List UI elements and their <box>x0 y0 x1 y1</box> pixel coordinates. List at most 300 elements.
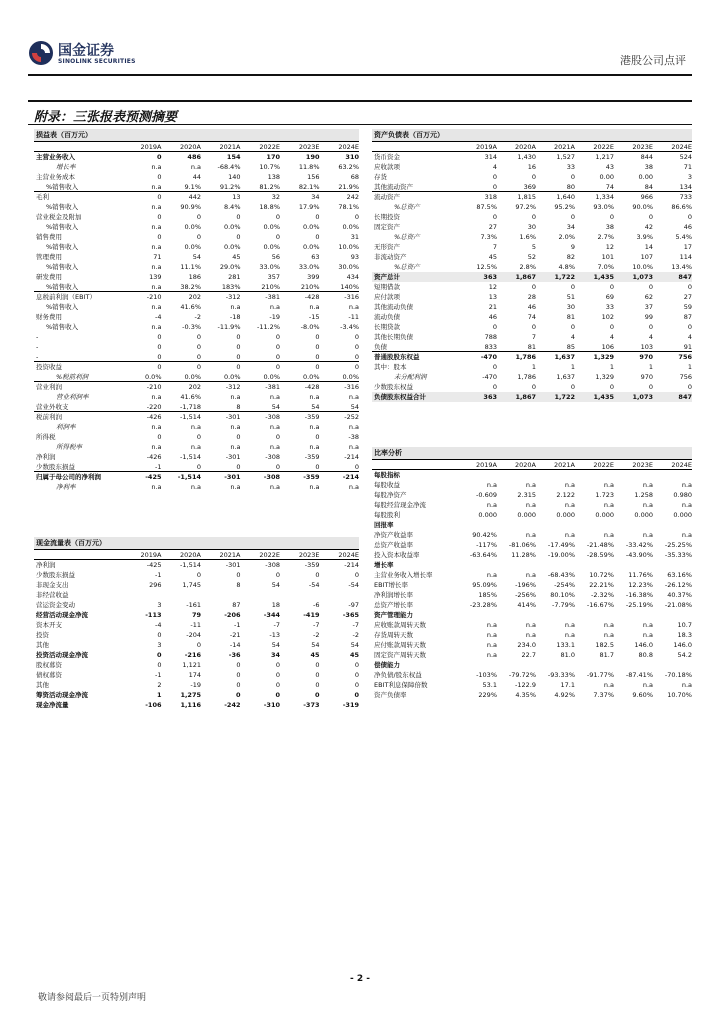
cell-value: 0 <box>275 233 280 241</box>
cell-value: -301 <box>224 473 241 481</box>
cell-value: 0 <box>236 343 241 351</box>
cell-value: 80.8 <box>638 651 653 659</box>
header-divider <box>28 74 692 76</box>
cell-value: 103 <box>640 343 653 351</box>
cell-value: -13 <box>269 631 280 639</box>
cell-value: -28.59% <box>586 551 614 559</box>
cell-value: 970 <box>639 353 653 361</box>
cell-value: 0 <box>609 213 614 221</box>
ratio-row <box>372 630 692 640</box>
row-label: 资产总计 <box>374 273 400 281</box>
row-label: %总资产 <box>394 263 420 271</box>
appendix-title: 附录：三张报表预测摘要 <box>34 110 178 125</box>
cell-value: 82 <box>566 253 575 261</box>
cell-value: -68.43% <box>547 571 575 579</box>
cell-value: n.a <box>309 443 320 451</box>
cell-value: 9.1% <box>184 183 201 191</box>
cell-value: 7 <box>492 243 497 251</box>
cell-value: 363 <box>483 273 497 281</box>
cell-value: 81 <box>527 343 536 351</box>
balance-row <box>372 372 692 382</box>
cell-value: 32 <box>271 193 280 201</box>
row-label: 经营活动现金净流 <box>36 611 88 619</box>
cell-value: 0 <box>314 691 320 699</box>
cell-value: 41.6% <box>180 303 201 311</box>
cell-value: -312 <box>225 293 241 301</box>
ratio-row <box>372 570 692 580</box>
cell-value: 847 <box>678 393 692 401</box>
ratio-row <box>372 510 692 520</box>
cell-value: n.a <box>681 481 692 489</box>
cell-value: 0 <box>196 343 201 351</box>
cell-value: 0 <box>570 173 575 181</box>
row-label: 税前利润 <box>36 413 62 421</box>
cell-value: 0 <box>492 173 497 181</box>
cell-value: 756 <box>679 373 692 381</box>
cell-value: 54 <box>350 403 359 411</box>
cell-value: 44 <box>192 173 201 181</box>
cell-value: 107 <box>640 253 653 261</box>
appendix-bottom-rule <box>28 124 692 125</box>
cell-value <box>497 660 536 670</box>
cell-value: -256% <box>515 591 536 599</box>
row-label: 股权募资 <box>36 661 62 669</box>
cell-value: 0 <box>157 333 162 341</box>
cell-value: n.a <box>642 631 653 639</box>
row-label: %销售收入 <box>46 303 79 311</box>
cell-value: 1.6% <box>519 233 536 241</box>
cell-value: 95.09% <box>472 581 497 589</box>
cell-value: n.a <box>151 183 162 191</box>
cell-value: 847 <box>678 273 692 281</box>
balance-row <box>372 312 692 322</box>
cell-value: 10.7% <box>259 163 280 171</box>
header-spacer <box>34 550 122 559</box>
cell-value: 0 <box>354 363 359 371</box>
cell-value: 17.9% <box>298 203 320 211</box>
cell-value: 40.37% <box>667 591 692 599</box>
column-header: 2019A <box>476 143 497 151</box>
cell-value: -1,514 <box>180 561 201 569</box>
cell-value: 12.23% <box>628 581 653 589</box>
cell-value: 0 <box>531 383 536 391</box>
cell-value: 281 <box>228 273 241 281</box>
cell-value: 0 <box>275 333 280 341</box>
cell-value: 0 <box>687 213 692 221</box>
cell-value <box>575 660 614 670</box>
cell-value: 1 <box>648 363 653 371</box>
cell-value: -117% <box>476 541 497 549</box>
cell-value: -4 <box>155 313 162 321</box>
cell-value: -14 <box>229 641 241 649</box>
cell-value: 0 <box>354 343 359 351</box>
cell-value: -81.06% <box>508 541 536 549</box>
cell-value: n.a <box>564 531 575 539</box>
row-label: 主营业务成本 <box>36 173 75 181</box>
cell-value: 1 <box>570 363 575 371</box>
cell-value: 310 <box>345 153 359 161</box>
cell-value: n.a <box>348 483 359 491</box>
cell-value <box>458 520 497 530</box>
cell-value: 1,722 <box>554 393 575 401</box>
cell-value: -7 <box>313 621 320 629</box>
cell-value: n.a <box>525 571 536 579</box>
cell-value: 2.122 <box>556 491 575 499</box>
cell-value: 33 <box>605 303 614 311</box>
cell-value: n.a <box>681 681 692 689</box>
cell-value: 0.000 <box>634 511 653 519</box>
cell-value: 4.92% <box>554 691 575 699</box>
cell-value: -8.0% <box>300 323 320 331</box>
cell-value: 45 <box>349 651 359 659</box>
cell-value: -2 <box>313 631 320 639</box>
cell-value: 3 <box>157 601 162 609</box>
cell-value: -0.609 <box>476 491 497 499</box>
cell-value: n.a <box>603 481 614 489</box>
cell-value: -428 <box>304 383 320 391</box>
cell-value: 31 <box>350 233 359 241</box>
row-label: 净利率 <box>56 483 76 491</box>
cell-value: 0 <box>492 183 497 191</box>
row-label: 少数股东权益 <box>374 383 413 391</box>
row-label: 营业税金及附加 <box>36 213 82 221</box>
income-row <box>34 322 359 332</box>
cell-value: 0.0% <box>184 243 201 251</box>
cell-value: 74 <box>605 183 614 191</box>
cell-value: 1,430 <box>517 153 536 161</box>
header-spacer <box>372 460 458 469</box>
cell-value: 78.1% <box>338 203 359 211</box>
cell-value: 1,329 <box>595 373 614 381</box>
cell-value: 0 <box>157 173 162 181</box>
cell-value: 82.1% <box>298 183 320 191</box>
income-row <box>34 382 359 392</box>
cell-value: 146.0 <box>634 641 653 649</box>
cell-value: 0 <box>236 671 241 679</box>
cell-value: n.a <box>486 631 497 639</box>
row-label: 毛利 <box>36 193 49 201</box>
income-row <box>34 362 359 372</box>
cell-value: -214 <box>344 453 359 461</box>
balance-row <box>372 152 692 162</box>
cell-value: n.a <box>642 501 653 509</box>
ratio-row <box>372 540 692 550</box>
balance-row <box>372 182 692 192</box>
column-header: 2022E <box>259 551 280 559</box>
cell-value: n.a <box>269 443 280 451</box>
cashflow-row <box>34 660 359 670</box>
cell-value: 0 <box>570 383 575 391</box>
balance-row <box>372 172 692 182</box>
ratio-row <box>372 680 692 690</box>
cashflow-row <box>34 630 359 640</box>
cell-value: 12.5% <box>476 263 497 271</box>
cell-value <box>536 610 575 620</box>
cell-value: 1,329 <box>593 353 614 361</box>
cell-value: 0.0% <box>184 223 201 231</box>
cashflow-row <box>34 670 359 680</box>
column-header: 2019A <box>476 461 497 469</box>
cell-value: 0.000 <box>595 511 614 519</box>
row-label: 少数股东损益 <box>36 571 75 579</box>
cell-value: 30.0% <box>338 263 359 271</box>
cell-value: -1 <box>155 671 162 679</box>
cell-value: 0 <box>196 571 201 579</box>
cell-value: 399 <box>307 273 320 281</box>
cell-value: 0 <box>236 213 241 221</box>
cell-value: -301 <box>225 453 241 461</box>
cell-value: -70.18% <box>664 671 692 679</box>
income-row <box>34 302 359 312</box>
cell-value: 202 <box>188 293 201 301</box>
cell-value: 102 <box>601 313 614 321</box>
cell-value: 18 <box>271 601 280 609</box>
column-header: 2023E <box>632 143 653 151</box>
cell-value: n.a <box>269 423 280 431</box>
column-header: 2024E <box>671 143 692 151</box>
cell-value: n.a <box>151 443 162 451</box>
cell-value: 22.21% <box>589 581 614 589</box>
cashflow-title: 现金流量表（百万元） <box>34 537 359 549</box>
cell-value: 63.16% <box>667 571 692 579</box>
income-row <box>34 242 359 252</box>
row-label: 货币资金 <box>374 153 400 161</box>
balance-header-row <box>372 141 692 152</box>
cell-value: -36 <box>228 651 241 659</box>
cell-value: 0 <box>492 363 497 371</box>
cell-value: 174 <box>188 671 201 679</box>
cell-value: n.a <box>151 263 162 271</box>
cell-value: 146.0 <box>673 641 692 649</box>
cell-value: 59 <box>683 303 692 311</box>
cell-value: -1 <box>155 571 162 579</box>
column-header: 2022E <box>593 143 614 151</box>
cell-value: 0 <box>354 571 359 579</box>
balance-title: 资产负债表（百万元） <box>372 129 692 141</box>
row-label: %销售收入 <box>46 283 79 291</box>
cell-value: 138 <box>267 173 280 181</box>
cell-value: -359 <box>303 473 320 481</box>
row-label: 财务费用 <box>36 313 62 321</box>
cell-value: 54 <box>192 253 201 261</box>
cell-value: 21 <box>488 303 497 311</box>
row-label: 净利润 <box>36 453 56 461</box>
cell-value: 0.0% <box>263 373 280 381</box>
cell-value: 3.9% <box>636 233 653 241</box>
cell-value: 0 <box>235 691 241 699</box>
cell-value <box>614 470 653 480</box>
cell-value: n.a <box>309 303 320 311</box>
cell-value: 0 <box>531 173 536 181</box>
income-row <box>34 152 359 162</box>
row-label: 非经营收益 <box>36 591 69 599</box>
row-label: 资产负债率 <box>374 691 407 699</box>
cell-value: -359 <box>304 453 320 461</box>
row-label: 所得税 <box>36 433 56 441</box>
cell-value: -38 <box>348 433 359 441</box>
cell-value: n.a <box>642 531 653 539</box>
cell-value <box>536 660 575 670</box>
cell-value: n.a <box>486 651 497 659</box>
cell-value: 90.42% <box>472 531 497 539</box>
cell-value: -419 <box>303 611 320 619</box>
cell-value: 139 <box>149 273 162 281</box>
balance-row <box>372 292 692 302</box>
row-label: 投资 <box>36 631 49 639</box>
cell-value: 2.7% <box>597 233 614 241</box>
row-label: 主营业务收入增长率 <box>374 571 433 579</box>
row-label: 总资产收益率 <box>374 541 413 549</box>
cell-value: -93.33% <box>547 671 575 679</box>
cell-value: -470 <box>480 353 497 361</box>
cell-value: n.a <box>603 681 614 689</box>
cell-value: 0.0% <box>263 223 280 231</box>
cell-value: -68.4% <box>217 163 241 171</box>
cell-value: -210 <box>146 293 162 301</box>
cell-value: -43.90% <box>625 551 653 559</box>
balance-row <box>372 392 692 402</box>
cell-value: 93.0% <box>593 203 614 211</box>
cell-value: -19 <box>269 313 280 321</box>
cell-value: n.a <box>642 681 653 689</box>
cell-value: 1,722 <box>554 273 575 281</box>
appendix-top-rule <box>28 100 692 102</box>
cell-value: 0 <box>196 433 201 441</box>
cell-value: 0 <box>275 213 280 221</box>
cell-value: 4 <box>492 163 497 171</box>
cell-value: -252 <box>344 413 359 421</box>
balance-row <box>372 302 692 312</box>
cell-value: 133.1 <box>556 641 575 649</box>
cell-value: n.a <box>681 501 692 509</box>
ratio-row <box>372 560 692 570</box>
cell-value: -91.77% <box>586 671 614 679</box>
cell-value: n.a <box>486 501 497 509</box>
cell-value: 0 <box>492 383 497 391</box>
cell-value: 11.8% <box>298 163 320 171</box>
cell-value: n.a <box>151 303 162 311</box>
cashflow-row <box>34 650 359 660</box>
cell-value: 0 <box>156 153 162 161</box>
ratio-row <box>372 530 692 540</box>
cashflow-header-row <box>34 549 359 560</box>
header-spacer <box>34 142 122 151</box>
row-label: 固定资产 <box>374 223 400 231</box>
cell-value: 0 <box>609 283 614 291</box>
cell-value: 1,640 <box>556 193 575 201</box>
row-label: 营业利润率 <box>56 393 89 401</box>
cell-value: 0 <box>157 661 162 669</box>
cell-value: 0.0% <box>263 243 280 251</box>
cell-value: 17 <box>683 243 692 251</box>
cell-value: 62 <box>644 293 653 301</box>
cell-value: 414% <box>517 601 536 609</box>
cell-value: 99 <box>644 313 653 321</box>
cell-value: 87 <box>232 601 241 609</box>
cell-value: n.a <box>309 423 320 431</box>
cell-value: 1,637 <box>556 373 575 381</box>
cell-value: 0 <box>157 433 162 441</box>
income-row <box>34 262 359 272</box>
cell-value: 33 <box>566 163 575 171</box>
cell-value: 733 <box>679 193 692 201</box>
cell-value: 114 <box>679 253 692 261</box>
row-label: EBIT利息保障倍数 <box>374 681 428 689</box>
row-label: %销售收入 <box>46 223 79 231</box>
cell-value: 12 <box>488 283 497 291</box>
cell-value: 0.0% <box>223 223 241 231</box>
income-row <box>34 482 359 492</box>
cell-value: n.a <box>269 303 280 311</box>
cell-value: 0 <box>315 343 320 351</box>
cell-value: 156 <box>307 173 320 181</box>
cell-value: 0.0% <box>184 373 201 381</box>
cell-value: 3 <box>157 641 162 649</box>
cell-value: 10.0% <box>338 243 359 251</box>
cell-value: 51 <box>566 293 575 301</box>
cell-value: n.a <box>230 483 241 491</box>
cell-value: 10.7 <box>677 621 692 629</box>
cell-value: 357 <box>267 273 280 281</box>
column-header: 2023E <box>298 143 320 151</box>
cell-value: -16.38% <box>625 591 653 599</box>
row-label: 少数股东损益 <box>36 463 75 471</box>
column-header: 2019A <box>140 143 162 151</box>
cell-value: 0 <box>275 433 280 441</box>
cell-value: n.a <box>348 393 359 401</box>
cell-value: 79 <box>191 611 201 619</box>
cell-value: 0 <box>157 363 162 371</box>
cell-value: 0 <box>354 661 359 669</box>
cell-value: 0 <box>275 681 280 689</box>
row-label: 负债股东权益合计 <box>374 393 426 401</box>
income-row <box>34 182 359 192</box>
cell-value: 0 <box>354 671 359 679</box>
cell-value: 41.6% <box>180 393 201 401</box>
cell-value: 0 <box>157 631 162 639</box>
cell-value: 0.000 <box>517 511 536 519</box>
cell-value: -206 <box>224 611 241 619</box>
balance-row <box>372 282 692 292</box>
cell-value: 190 <box>305 153 320 161</box>
balance-row <box>372 222 692 232</box>
row-label: 其他流动负债 <box>374 303 413 311</box>
income-row <box>34 452 359 462</box>
cell-value: 314 <box>484 153 497 161</box>
cell-value: 13.4% <box>671 263 692 271</box>
cell-value: 93 <box>350 253 359 261</box>
cell-value: 0 <box>531 323 536 331</box>
cell-value: 434 <box>346 273 359 281</box>
row-label: 流动负债 <box>374 313 400 321</box>
cell-value: -63.64% <box>469 551 497 559</box>
cell-value: 81.7 <box>599 651 614 659</box>
cell-value: n.a <box>603 621 614 629</box>
cell-value: 2 <box>157 681 162 689</box>
cell-value: 9.60% <box>632 691 653 699</box>
income-row <box>34 232 359 242</box>
cell-value: 54 <box>350 641 359 649</box>
cell-value: -254% <box>554 581 575 589</box>
cell-value: 91 <box>683 343 692 351</box>
cell-value: n.a <box>564 631 575 639</box>
row-label: 总资产增长率 <box>374 601 413 609</box>
row-label: 管理费用 <box>36 253 62 261</box>
cell-value: -16.67% <box>586 601 614 609</box>
cell-value: 318 <box>484 193 497 201</box>
income-row <box>34 332 359 342</box>
cell-value: 8 <box>236 403 241 411</box>
